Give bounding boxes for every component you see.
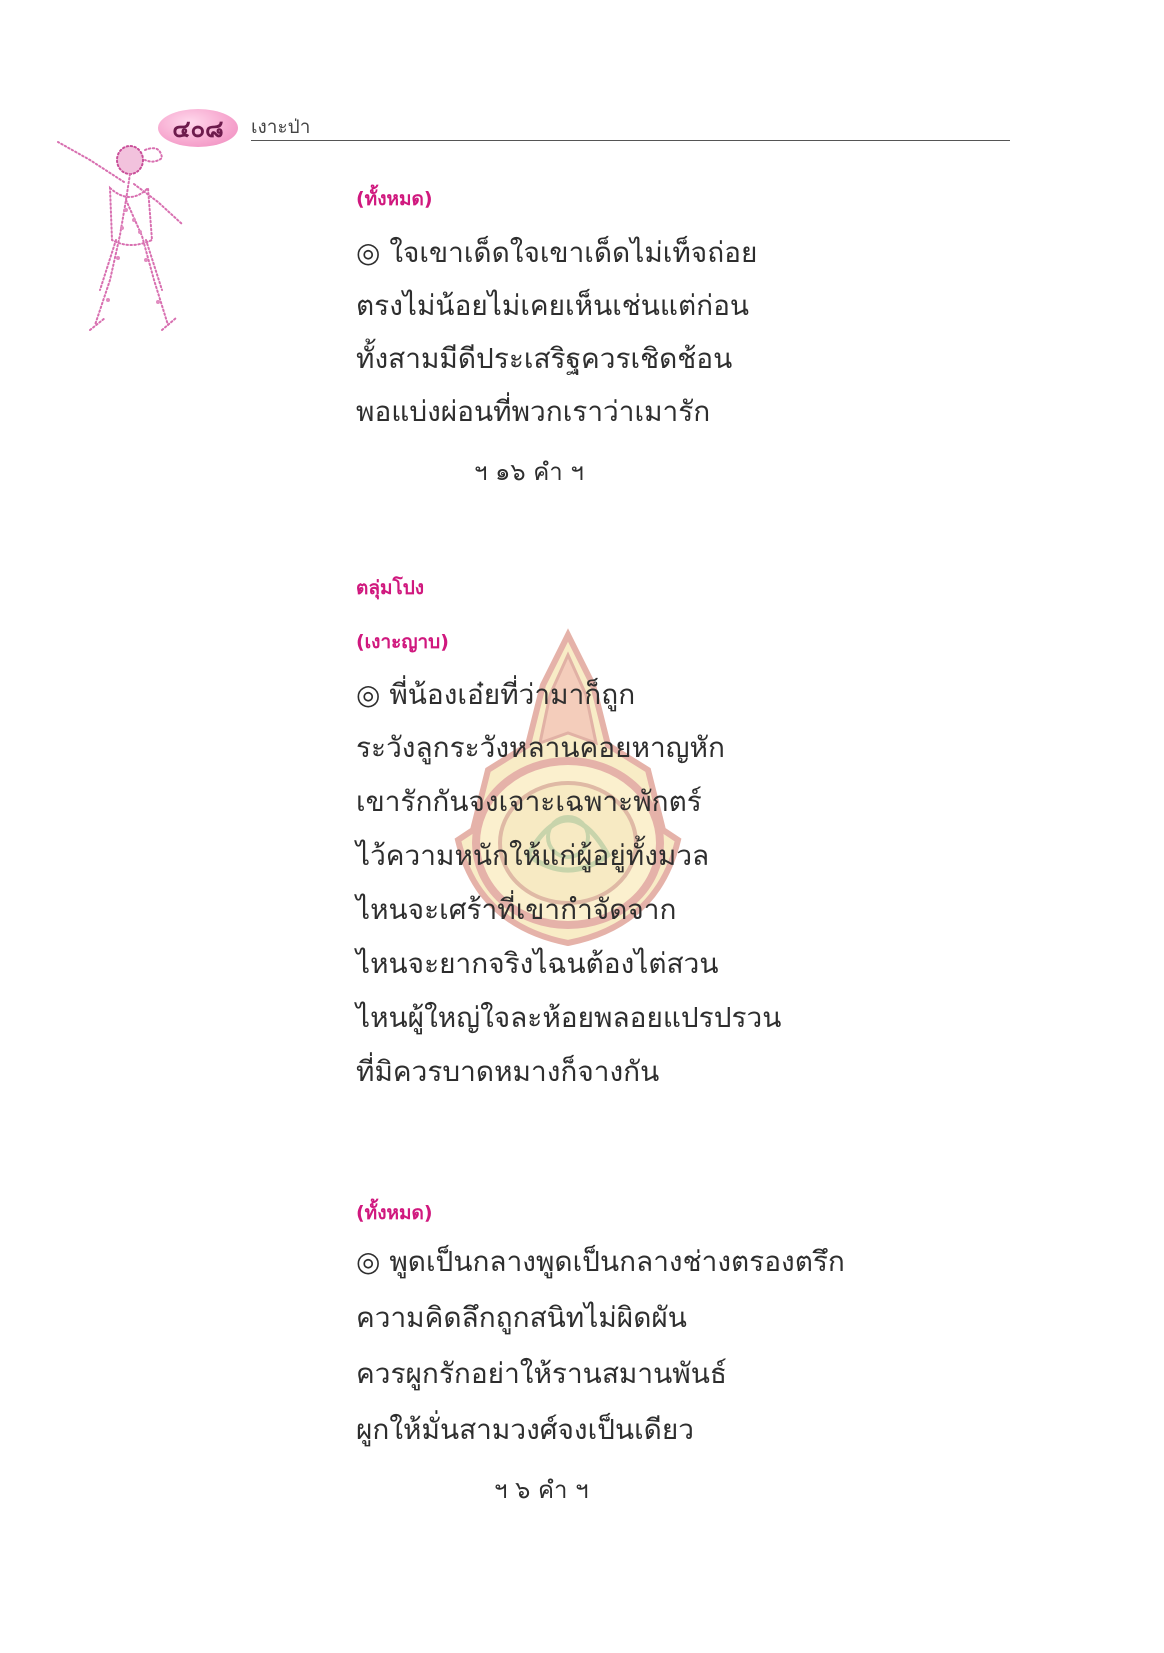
speaker-label: (ทั้งหมด) bbox=[356, 188, 433, 210]
verse-count: ฯ ๑๖ คำ ฯ bbox=[474, 458, 584, 486]
page-number-badge: ๔๐๘ bbox=[158, 109, 238, 147]
verse-line: เขารักกันจงเจาะเฉพาะพักตร์ bbox=[356, 785, 702, 818]
verse-line: ◎ พี่น้องเอ๋ยที่ว่ามาก็ถูก bbox=[356, 678, 636, 711]
header-rule bbox=[251, 140, 1010, 141]
verse-line: ◎ ใจเขาเด็ดใจเขาเด็ดไม่เท็จถ่อย bbox=[356, 236, 758, 269]
book-title: เงาะป่า bbox=[251, 116, 311, 138]
verse-line: ทั้งสามมีดีประเสริฐควรเชิดช้อน bbox=[356, 342, 733, 375]
dancer-illustration-icon bbox=[50, 140, 210, 345]
verse-line: ไหนจะยากจริงไฉนต้องไต่สวน bbox=[356, 947, 719, 980]
verse-line: ความคิดลึกถูกสนิทไม่ผิดผัน bbox=[356, 1301, 687, 1334]
speaker-label: (เงาะญาบ) bbox=[356, 631, 449, 653]
verse-line: ◎ พูดเป็นกลางพูดเป็นกลางช่างตรองตรึก bbox=[356, 1245, 845, 1278]
speaker-label: (ทั้งหมด) bbox=[356, 1202, 433, 1224]
verse-line: ไหนผู้ใหญ่ใจละห้อยพลอยแปรปรวน bbox=[356, 1001, 782, 1034]
verse-line: ควรผูกรักอย่าให้รานสมานพันธ์ bbox=[356, 1357, 727, 1390]
verse-line: ไว้ความหนักให้แก่ผู้อยู่ทั้งมวล bbox=[356, 839, 710, 872]
verse-line: พอแบ่งผ่อนที่พวกเราว่าเมารัก bbox=[356, 395, 711, 428]
page-header bbox=[150, 104, 1010, 146]
verse-count: ฯ ๖ คำ ฯ bbox=[494, 1476, 589, 1504]
verse-line: ผูกให้มั่นสามวงศ์จงเป็นเดียว bbox=[356, 1413, 694, 1446]
verse-line: ระวังลูกระวังหลานคอยหาญหัก bbox=[356, 731, 725, 764]
song-title: ตลุ่มโปง bbox=[356, 577, 425, 599]
verse-line: ที่มิควรบาดหมางก็จางกัน bbox=[356, 1055, 660, 1088]
verse-line: ตรงไม่น้อยไม่เคยเห็นเช่นแต่ก่อน bbox=[356, 289, 750, 322]
verse-line: ไหนจะเศร้าที่เขากำจัดจาก bbox=[356, 893, 677, 926]
